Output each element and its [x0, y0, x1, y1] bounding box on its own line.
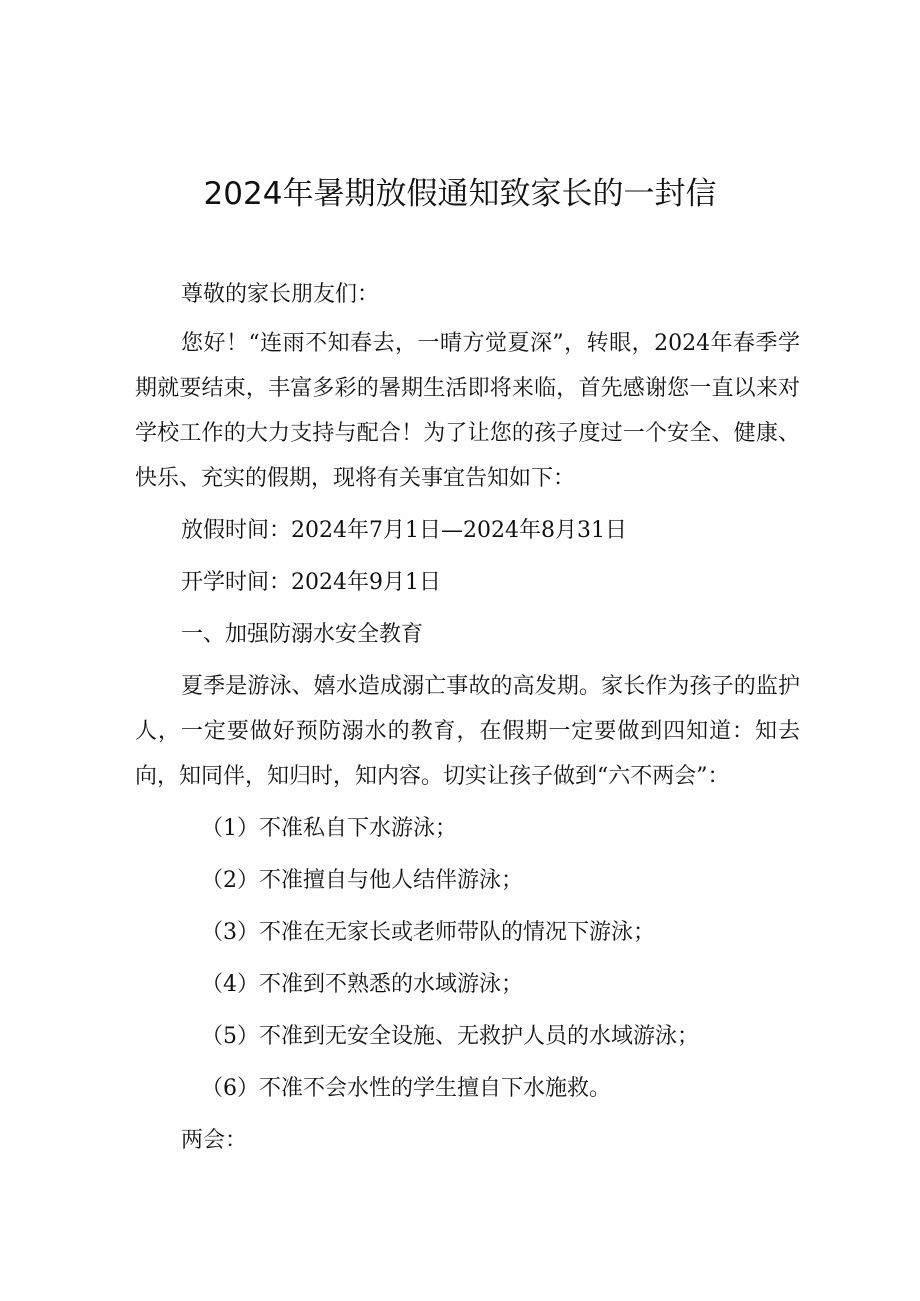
two-skills-label: 两会：: [181, 1128, 248, 1153]
section-body-drowning-safety: 夏季是游泳、嬉水造成溺亡事故的高发期。家长作为孩子的监护人，一定要做好预防溺水的教育，在假期一定要做到四知道：知去向，知同伴，知归时，知内容。切实让孩子做到“六不两会”：: [135, 674, 800, 789]
intro-paragraph: 您好！“连雨不知春去，一晴方觉夏深”，转眼，2024年春季学期就要结束，丰富多彩的暑期生活即将来临，首先感谢您一直以来对学校工作的大力支持与配合！为了让您的孩子度过一个安全、健康、快乐、充实的假期，现将有关事宜告知如下：: [135, 331, 800, 491]
salutation: 尊敬的家长朋友们：: [181, 282, 380, 307]
rule-item: （6）不准不会水性的学生擅自下水施救。: [201, 1076, 611, 1101]
document-title: 2024年暑期放假通知致家长的一封信: [203, 176, 717, 212]
rule-item: （3）不准在无家长或老师带队的情况下游泳；: [201, 920, 655, 945]
section-heading-drowning-safety: 一、加强防溺水安全教育: [181, 622, 424, 647]
letter-body: [135, 272, 800, 1170]
rule-item: （5）不准到无安全设施、无救护人员的水域游泳；: [201, 1024, 699, 1049]
rule-item: （2）不准擅自与他人结伴游泳；: [201, 868, 523, 893]
holiday-time: 放假时间：2024年7月1日—2024年8月31日: [181, 518, 627, 543]
rule-item: （4）不准到不熟悉的水域游泳；: [201, 972, 523, 997]
school-start-time: 开学时间：2024年9月1日: [181, 570, 441, 595]
rule-item: （1）不准私自下水游泳；: [201, 816, 457, 841]
